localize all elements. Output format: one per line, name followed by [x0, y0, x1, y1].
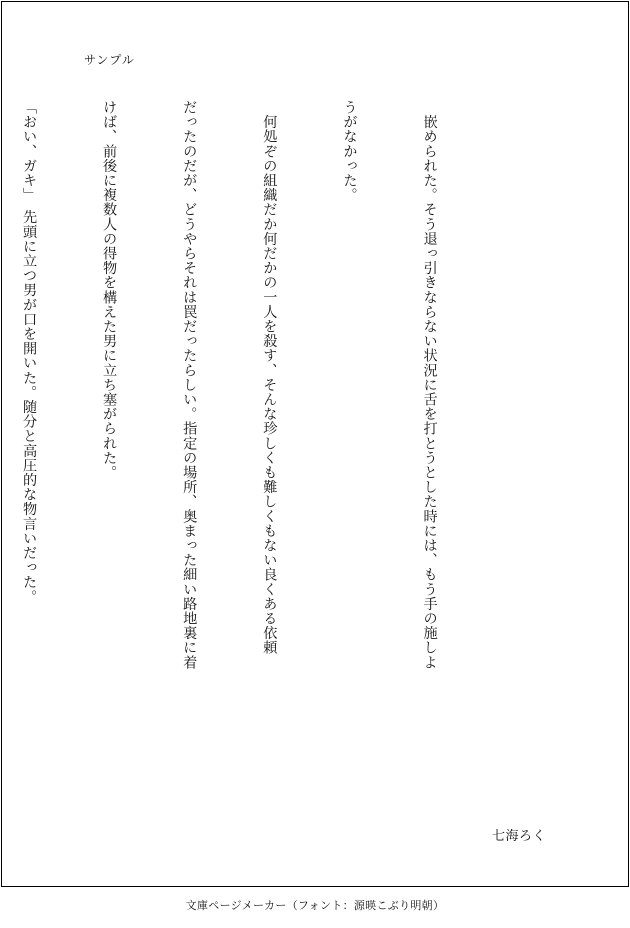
text-line: 何処ぞの組織だか何だかの一人を殺す、そんな珍しくも難しくもない良くある依頼: [261, 100, 278, 655]
text-line: うがなかった。: [341, 100, 358, 203]
text-line: だったのだが、どうやらそれは罠だったらしい。指定の場所、奥まった細い路地裏に着: [181, 100, 198, 670]
book-page: [1, 1, 629, 887]
author-name: 七海ろく: [491, 829, 546, 844]
text-line: けば、前後に複数人の得物を構えた男に立ち塞がられた。: [101, 100, 118, 480]
footer-credit: 文庫ページメーカー（フォント：源暎こぶり明朝）: [185, 899, 445, 912]
body-text-vertical: [0, 100, 496, 818]
text-line: 嵌められた。そう退っ引きならない状況に舌を打とうとした時には、もう手の施しよ: [421, 100, 438, 670]
page-header-label: サンプル: [84, 53, 135, 67]
text-line: 「おい、ガキ」 先頭に立つ男が口を開いた。随分と高圧的な物言いだった。: [21, 100, 38, 604]
